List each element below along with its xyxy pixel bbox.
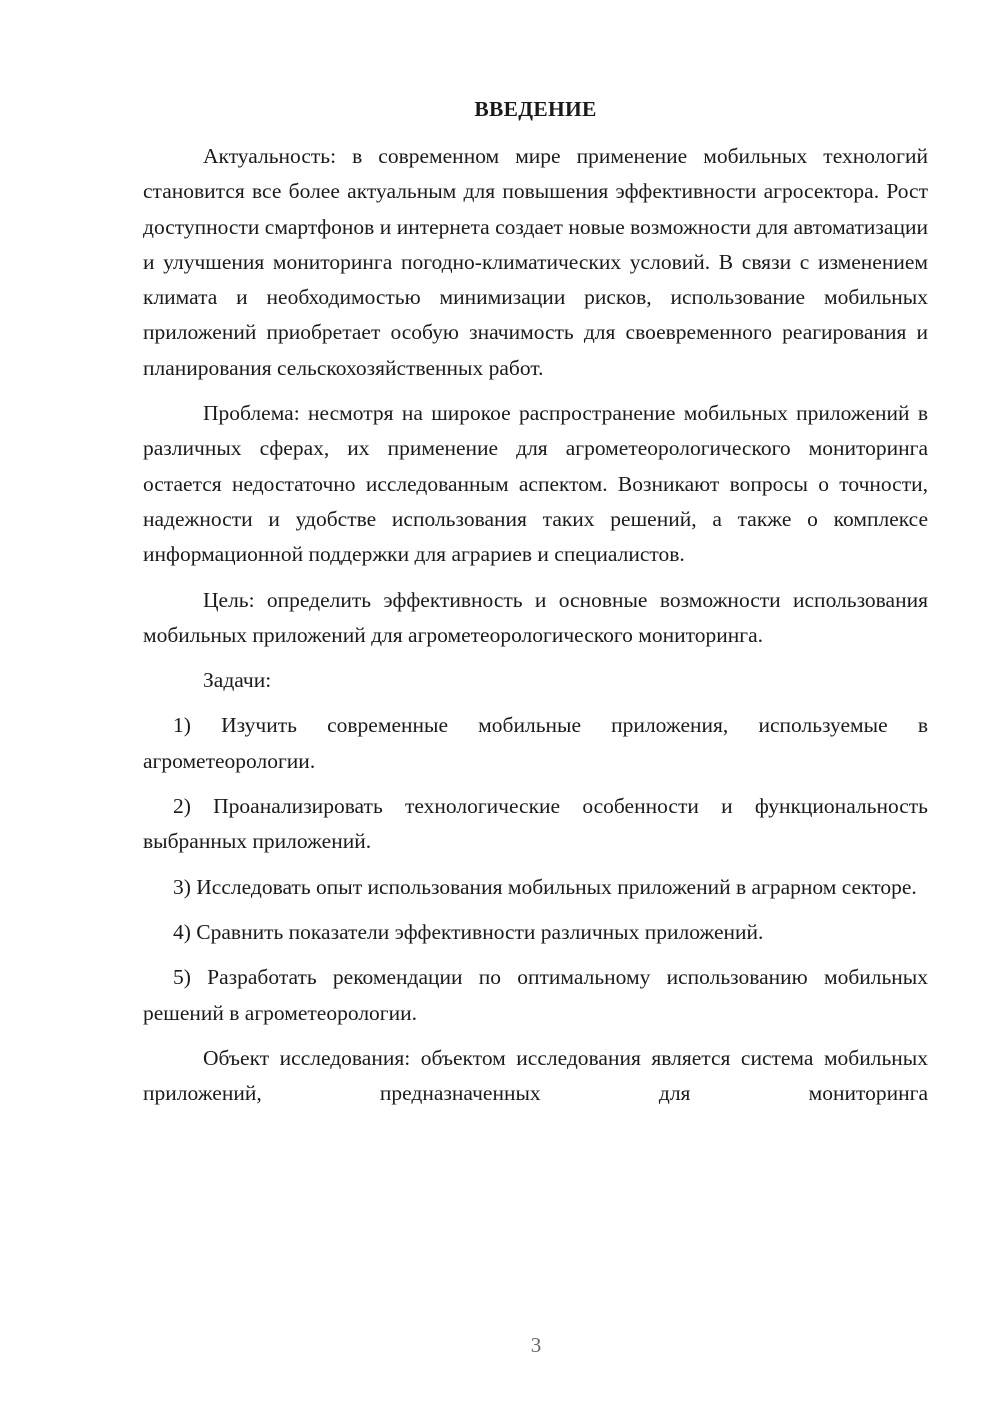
task-item-4: 4) Сравнить показатели эффективности различных приложений.: [173, 919, 764, 944]
section-title: ВВЕДЕНИЕ: [474, 97, 597, 121]
problem-paragraph: Проблема: несмотря на широкое распространение мобильных приложений в различных сферах, их применение для агрометеорологического мониторинга остается недостаточно исследованным аспектом. Возникают вопросы о точности, надежности и удобстве использования таких решений, а также о комплексе информационной поддержки для аграриев и специалистов.: [143, 401, 928, 567]
task-item-3: 3) Исследовать опыт использования мобильных приложений в аграрном секторе.: [173, 874, 917, 899]
goal-paragraph: Цель: определить эффективность и основные возможности использования мобильных приложений для агрометеорологического мониторинга.: [143, 587, 928, 647]
relevance-paragraph: Актуальность: в современном мире применение мобильных технологий становится все более актуальным для повышения эффективности агросектора. Рост доступности смартфонов и интернета создает новые возможности для автоматизации и улучшения мониторинга погодно-климатических условий. В связи с изменением климата и необходимостью минимизации рисков, использование мобильных приложений приобретает особую значимость для своевременного реагирования и планирования сельскохозяйственных работ.: [143, 144, 928, 380]
tasks-heading: Задачи:: [203, 668, 272, 693]
task-item-1: 1) Изучить современные мобильные приложения, используемые в агрометеорологии.: [143, 713, 928, 773]
page-number: 3: [530, 1333, 542, 1357]
task-item-2: 2) Проанализировать технологические особенности и функциональность выбранных приложений.: [143, 794, 928, 854]
object-paragraph: Объект исследования: объектом исследования является система мобильных приложений, предназначенных для мониторинга: [143, 1045, 928, 1106]
document-page: [143, 92, 928, 1111]
task-item-5: 5) Разработать рекомендации по оптимальному использованию мобильных решений в агрометеорологии.: [143, 965, 928, 1025]
